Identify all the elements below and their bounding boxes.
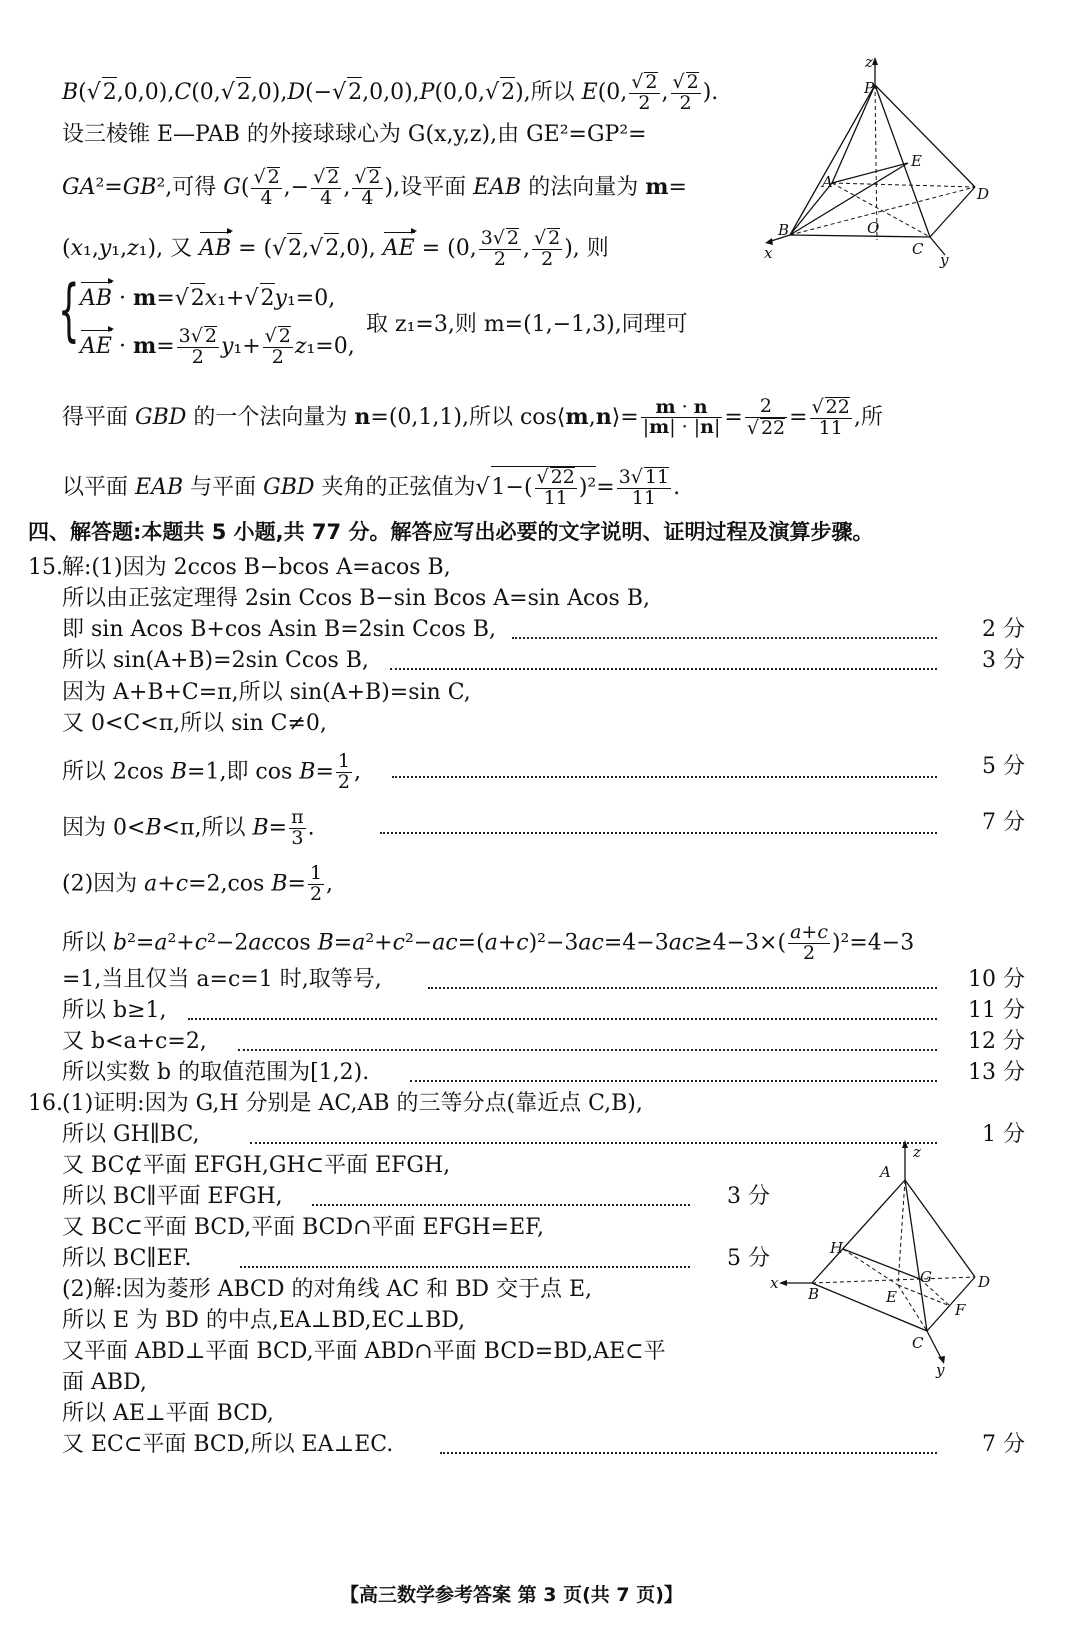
system-tail: 取 z₁=3,则 m=(1,−1,3),同理可 <box>366 312 688 337</box>
q16-line-4: 所以 BC∥平面 EFGH, <box>62 1184 283 1209</box>
fig1-label-o: O <box>867 219 880 237</box>
system-eq-1: AB · m=√2x₁+√2y₁=0, <box>80 283 335 314</box>
fig1-label-d: D <box>977 185 990 203</box>
q16-line-6: 所以 BC∥EF. <box>62 1246 192 1271</box>
leader-dots <box>390 668 937 670</box>
leader-dots <box>440 1452 937 1454</box>
fig2-label-e: E <box>886 1288 897 1306</box>
fig2-label-x: x <box>770 1274 779 1292</box>
top-line-7: 以平面 EAB 与平面 GBD 夹角的正弦值为√1−( $\frac{√ 22}{11}$ )²= $\frac{3√ 11}{11}$ . <box>62 466 681 509</box>
q15-line-6: 又 0<C<π,所以 sin C≠0, <box>62 711 327 736</box>
q15-number: 15. <box>28 555 63 580</box>
fig2-label-b: B <box>808 1285 820 1303</box>
system-brace: { <box>58 271 80 350</box>
q16-line-12: 又 EC⊂平面 BCD,所以 EA⊥EC. <box>62 1432 394 1457</box>
fig2-label-c: C <box>912 1334 924 1352</box>
pyramid-figure-1 <box>760 55 1000 270</box>
fig1-label-y: y <box>940 251 949 269</box>
top-line-1: B(√2,0,0),C(0,√2,0),D(−√2,0,0),P(0,0,√2),所以 E(0, $\frac{√ 2}{2}$ , $\frac{√ 2}{2}$ ). <box>62 71 719 114</box>
fig2-label-y: y <box>936 1361 945 1379</box>
fig1-label-x: x <box>764 244 773 262</box>
q15-line-1: 解:(1)因为 2ccos B−bcos A=acos B, <box>62 555 451 580</box>
score-q15-5: 5 分 <box>982 754 1025 779</box>
leader-dots <box>380 832 937 834</box>
leader-dots <box>238 1049 937 1051</box>
fig1-label-p: P <box>864 79 875 97</box>
score-q15-12: 12 分 <box>968 1029 1025 1054</box>
score-q15-7: 7 分 <box>982 810 1025 835</box>
score-q16-5: 5 分 <box>727 1246 770 1271</box>
top-line-6: 得平面 GBD 的一个法向量为 n=(0,1,1),所以 cos⟨m,n⟩= $\frac{m \cdot n}{|m| \cdot |n|}$ = $\frac{2}{√ 22}$ = $\frac{√ 22}{11}$ ,所 <box>62 395 883 439</box>
score-q15-3: 3 分 <box>982 648 1025 673</box>
q15-line-3: 即 sin Acos B+cos Asin B=2sin Ccos B, <box>62 617 496 642</box>
leader-dots <box>512 637 937 639</box>
top-line-3: GA²=GB²,可得 G( $\frac{√ 2}{4}$ ,− $\frac{√ 2}{4}$ , $\frac{√ 2}{4}$ ),设平面 EAB 的法向量为 m= <box>62 166 687 209</box>
score-q15-11: 11 分 <box>968 998 1025 1023</box>
rhombus-figure-2 <box>770 1135 1030 1380</box>
page-footer: 【高三数学参考答案 第 3 页(共 7 页)】 <box>340 1584 683 1606</box>
fig1-label-a: A <box>822 173 833 191</box>
leader-dots <box>312 1204 690 1206</box>
q15-line-9: (2)因为 a+c=2,cos B= $\frac{1}{2}$ , <box>62 862 334 905</box>
score-q16-1: 1 分 <box>982 1122 1025 1147</box>
q15-line-13: 又 b<a+c=2, <box>62 1029 207 1054</box>
q16-line-10: 面 ABD, <box>62 1370 147 1395</box>
q15-line-5: 因为 A+B+C=π,所以 sin(A+B)=sin C, <box>62 680 471 705</box>
leader-dots <box>188 1018 937 1020</box>
fig2-label-a: A <box>880 1163 891 1181</box>
q15-line-11: =1,当且仅当 a=c=1 时,取等号, <box>62 967 382 992</box>
top-line-2: 设三棱锥 E—PAB 的外接球球心为 G(x,y,z),由 GE²=GP²= <box>62 122 647 147</box>
score-q15-2: 2 分 <box>982 617 1025 642</box>
q16-line-1: (1)证明:因为 G,H 分别是 AC,AB 的三等分点(靠近点 C,B), <box>62 1091 643 1116</box>
q16-line-2: 所以 GH∥BC, <box>62 1122 200 1147</box>
q15-line-7: 所以 2cos B=1,即 cos B= $\frac{1}{2}$ , <box>62 750 361 793</box>
section-heading: 四、解答题:本题共 5 小题,共 77 分。解答应写出必要的文字说明、证明过程及演算步骤。 <box>28 520 874 544</box>
q15-line-2: 所以由正弦定理得 2sin Ccos B−sin Bcos A=sin Acos B, <box>62 586 650 611</box>
fig1-label-c: C <box>912 240 924 258</box>
q15-line-8: 因为 0<B<π,所以 B= $\frac{\pi}{3}$ . <box>62 806 315 849</box>
q16-line-3: 又 BC⊄平面 EFGH,GH⊂平面 EFGH, <box>62 1153 451 1178</box>
fig1-label-e: E <box>911 152 922 170</box>
score-q16-7: 7 分 <box>982 1432 1025 1457</box>
q16-line-7: (2)解:因为菱形 ABCD 的对角线 AC 和 BD 交于点 E, <box>62 1277 593 1302</box>
leader-dots <box>410 1080 937 1082</box>
q15-line-12: 所以 b≥1, <box>62 998 167 1023</box>
score-q15-10: 10 分 <box>968 967 1025 992</box>
score-q15-13: 13 分 <box>968 1060 1025 1085</box>
fig2-label-z: z <box>913 1143 921 1161</box>
fig2-label-d: D <box>978 1273 991 1291</box>
q15-line-4: 所以 sin(A+B)=2sin Ccos B, <box>62 648 369 673</box>
fig1-label-b: B <box>778 221 790 239</box>
system-eq-2: AE · m= $\frac{3√ 2}{2}$ y₁+ $\frac{√ 2}{2}$ z₁=0, <box>80 325 355 368</box>
fig1-label-z: z <box>865 55 873 71</box>
q16-line-8: 所以 E 为 BD 的中点,EA⊥BD,EC⊥BD, <box>62 1308 466 1333</box>
top-line-4: (x₁,y₁,z₁), 又 AB = (√2,√2,0), AE = (0, $\frac{3√ 2}{2}$ , $\frac{√ 2}{2}$ ), 则 <box>62 227 609 270</box>
fig2-label-h: H <box>830 1239 844 1257</box>
q16-line-5: 又 BC⊂平面 BCD,平面 BCD∩平面 EFGH=EF, <box>62 1215 544 1240</box>
q15-line-10: 所以 b²=a²+c²−2accos B=a²+c²−ac=(a+c)²−3ac=4−3ac≥4−3×( $\frac{a+c}{2}$ )²=4−3 <box>62 921 915 964</box>
q16-number: 16. <box>28 1091 63 1116</box>
leader-dots <box>392 776 937 778</box>
q15-line-14: 所以实数 b 的取值范围为[1,2). <box>62 1060 370 1085</box>
fig2-label-g: G <box>920 1268 932 1286</box>
leader-dots <box>428 987 937 989</box>
score-q16-3: 3 分 <box>727 1184 770 1209</box>
leader-dots <box>240 1266 690 1268</box>
fig2-label-f: F <box>955 1301 966 1319</box>
q16-line-11: 所以 AE⊥平面 BCD, <box>62 1401 274 1426</box>
q16-line-9: 又平面 ABD⊥平面 BCD,平面 ABD∩平面 BCD=BD,AE⊂平 <box>62 1339 666 1364</box>
